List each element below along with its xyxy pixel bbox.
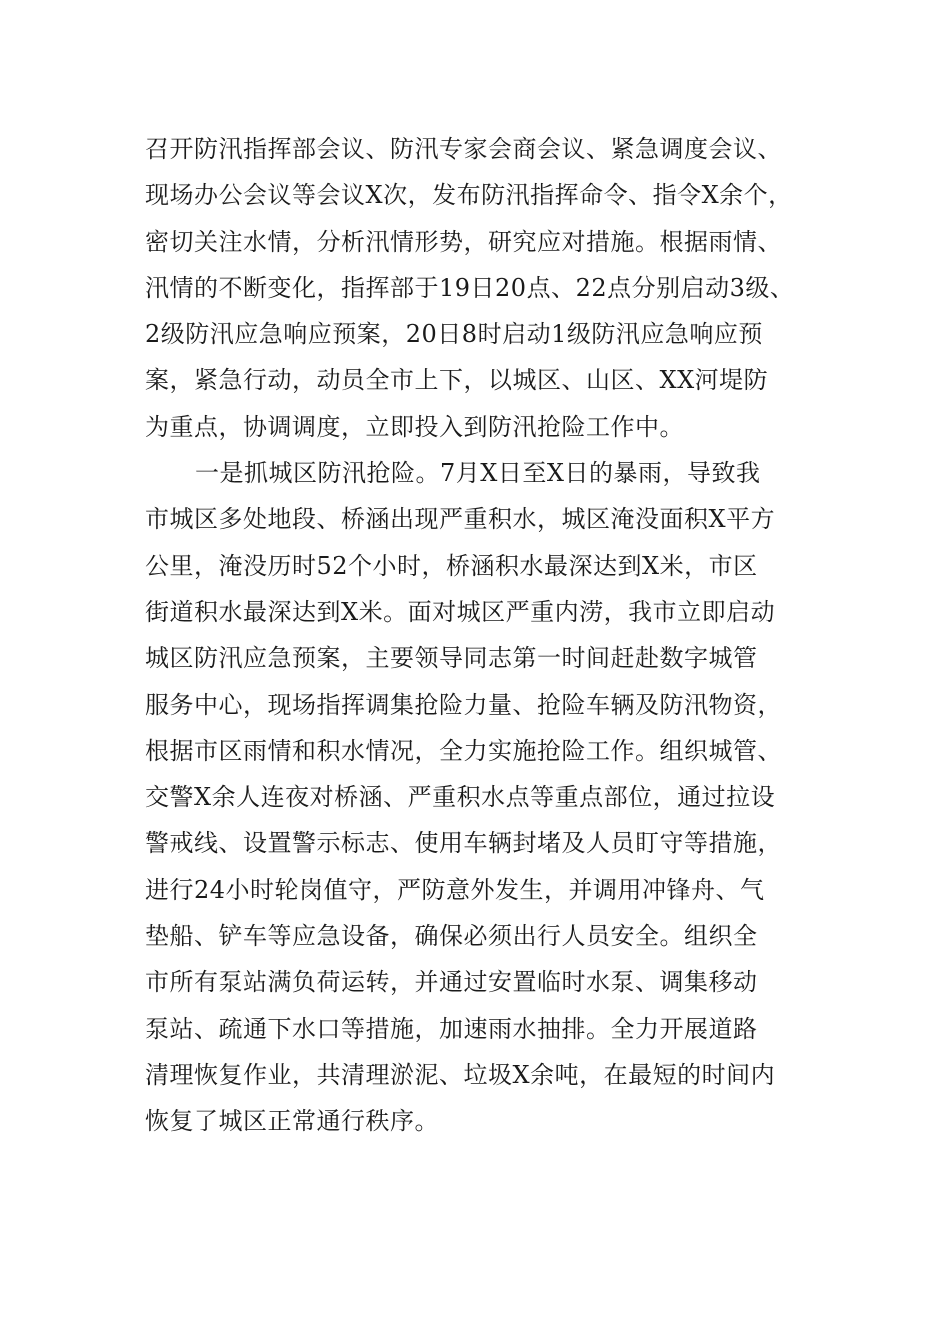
- paragraph-1: [145, 126, 815, 450]
- document-page: [145, 126, 815, 1191]
- text-line: 密切关注水情，分析汛情形势，研究应对措施。根据雨情、: [145, 227, 782, 256]
- text-line: 市所有泵站满负荷运转，并通过安置临时水泵、调集移动: [145, 968, 758, 997]
- text-line: 恢复了城区正常通行秩序。: [145, 1107, 439, 1136]
- text-line: 进行24小时轮岗值守，严防意外发生，并调用冲锋舟、气: [145, 875, 765, 904]
- paragraph-2: [145, 450, 815, 1191]
- text-line: 城区防汛应急预案，主要领导同志第一时间赶赴数字城管: [145, 644, 758, 673]
- text-line: 召开防汛指挥部会议、防汛专家会商会议、紧急调度会议、: [145, 135, 782, 163]
- text-line: 交警X余人连夜对桥涵、严重积水点等重点部位，通过拉设: [145, 783, 776, 812]
- text-line: 清理恢复作业，共清理淤泥、垃圾X余吨，在最短的时间内: [145, 1060, 776, 1089]
- text-line: 公里，淹没历时52个小时，桥涵积水最深达到X米，市区: [145, 551, 758, 580]
- text-line: 2级防汛应急响应预案，20日8时启动1级防汛应急响应预: [145, 320, 763, 349]
- text-line: 街道积水最深达到X米。面对城区严重内涝，我市立即启动: [145, 597, 776, 626]
- text-line: 泵站、疏通下水口等措施，加速雨水抽排。全力开展道路: [145, 1014, 758, 1043]
- text-line: 根据市区雨情和积水情况，全力实施抢险工作。组织城管、: [145, 736, 782, 765]
- text-line: [145, 1145, 815, 1191]
- text-line: 服务中心，现场指挥调集抢险力量、抢险车辆及防汛物资，: [145, 690, 782, 719]
- text-line: 垫船、铲车等应急设备，确保必须出行人员安全。组织全: [145, 922, 758, 951]
- text-line: 为重点，协调调度，立即投入到防汛抢险工作中。: [145, 412, 684, 441]
- text-line: 汛情的不断变化，指挥部于19日20点、22点分别启动3级、: [145, 273, 795, 302]
- text-line: 警戒线、设置警示标志、使用车辆封堵及人员盯守等措施，: [145, 829, 782, 858]
- text-line: 现场办公会议等会议X次，发布防汛指挥命令、指令X余个，: [145, 181, 793, 210]
- text-line-indented: 一是抓城区防汛抢险。7月X日至X日的暴雨，导致我: [195, 459, 761, 488]
- text-line: 市城区多处地段、桥涵出现严重积水，城区淹没面积X平方: [145, 505, 776, 534]
- text-line: 案，紧急行动，动员全市上下，以城区、山区、XX河堤防: [145, 366, 769, 395]
